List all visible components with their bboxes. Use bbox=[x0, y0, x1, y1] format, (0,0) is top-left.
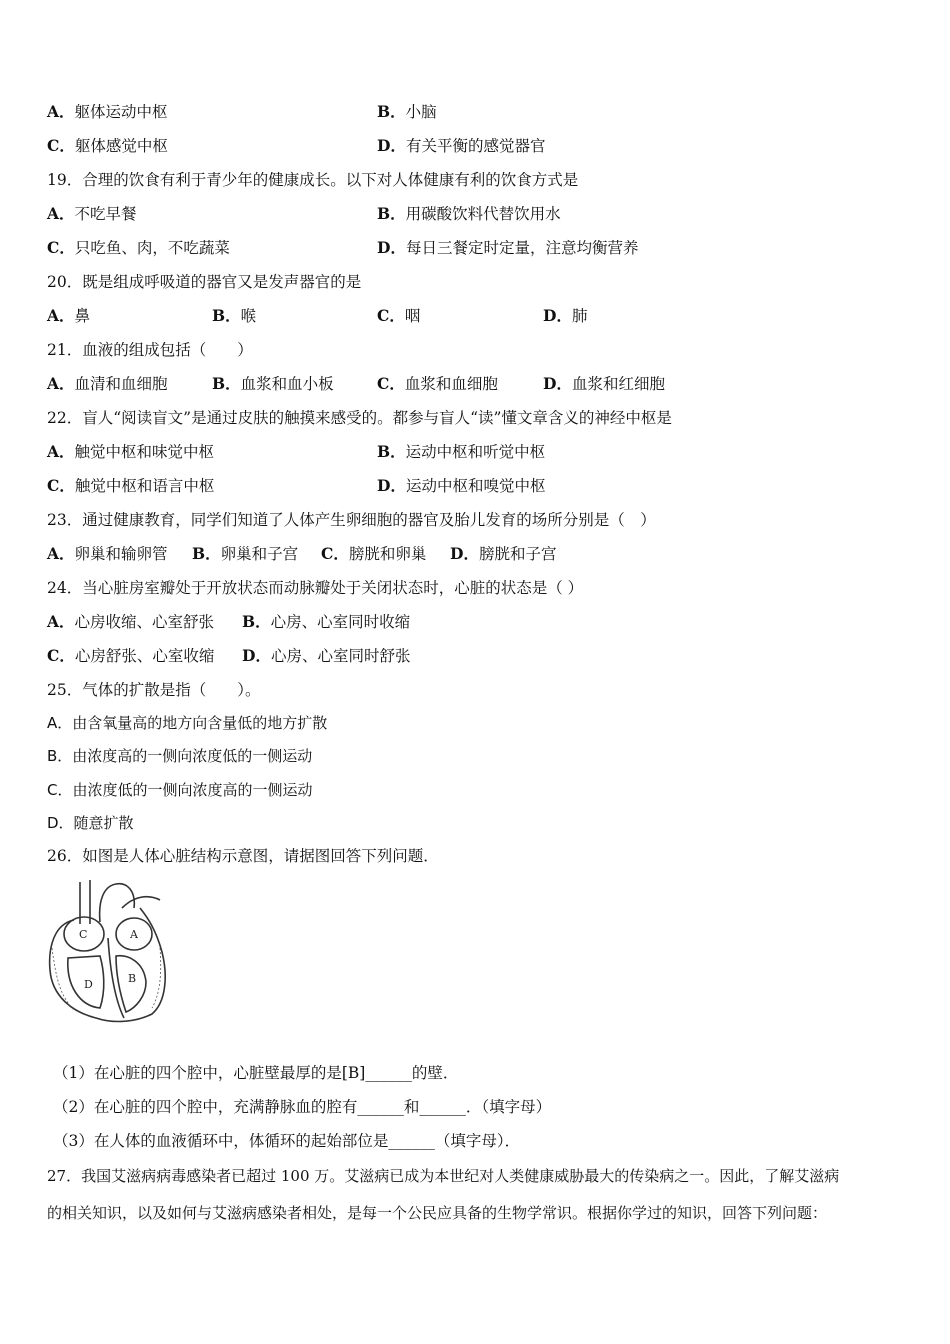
option-text: 喉 bbox=[240, 307, 257, 325]
q18-option-c bbox=[47, 136, 168, 156]
option-text: 有关平衡的感觉器官 bbox=[405, 137, 546, 155]
q25-option-a: A．由含氧量高的地方向含量低的地方扩散 bbox=[47, 714, 328, 732]
option-text: 触觉中枢和语言中枢 bbox=[74, 477, 215, 495]
q24-option-d bbox=[242, 646, 410, 666]
option-label: D． bbox=[377, 476, 406, 495]
option-text: 触觉中枢和味觉中枢 bbox=[74, 443, 215, 461]
option-text: 血浆和血细胞 bbox=[404, 375, 498, 393]
label-a: A bbox=[130, 928, 138, 941]
option-label: A． bbox=[47, 306, 75, 325]
q21-option-b bbox=[212, 374, 334, 394]
option-label: C． bbox=[47, 646, 75, 665]
q21-option-d bbox=[543, 374, 665, 394]
q19-stem: 19．合理的饮食有利于青少年的健康成长。以下对人体健康有利的饮食方式是 bbox=[47, 171, 579, 189]
q19-option-d bbox=[377, 238, 638, 258]
q22-stem: 22．盲人“阅读盲文”是通过皮肤的触摸来感受的。都参与盲人“读”懂文章含义的神经中枢是 bbox=[47, 409, 672, 427]
option-label: A． bbox=[47, 442, 75, 461]
q26-stem: 26．如图是人体心脏结构示意图，请据图回答下列问题． bbox=[47, 847, 439, 865]
option-label: D． bbox=[543, 374, 572, 393]
q27-line2: 的相关知识，以及如何与艾滋病感染者相处，是每一个公民应具备的生物学常识。根据你学过的知识，回答下列问题： bbox=[47, 1204, 828, 1222]
q25-stem: 25．气体的扩散是指（ ）。 bbox=[47, 681, 261, 699]
q25-option-b: B．由浓度高的一侧向浓度低的一侧运动 bbox=[47, 747, 313, 765]
septum bbox=[108, 938, 124, 1018]
option-text: 血浆和红细胞 bbox=[571, 375, 665, 393]
q22-option-b bbox=[377, 442, 545, 462]
option-label: D． bbox=[377, 238, 406, 257]
option-label: A． bbox=[47, 612, 75, 631]
option-label: B． bbox=[377, 102, 406, 121]
option-text: 只吃鱼、肉，不吃蔬菜 bbox=[74, 239, 230, 257]
q21-option-c bbox=[377, 374, 498, 394]
q18-option-a bbox=[47, 102, 168, 122]
option-text: 运动中枢和嗅觉中枢 bbox=[405, 477, 546, 495]
q25-option-c: C．由浓度低的一侧向浓度高的一侧运动 bbox=[47, 781, 313, 799]
q23-option-b bbox=[192, 544, 298, 564]
q20-option-c bbox=[377, 306, 420, 326]
heart-diagram bbox=[44, 878, 170, 1028]
q24-option-a bbox=[47, 612, 214, 632]
option-label: A． bbox=[47, 102, 75, 121]
option-text: 心房舒张、心室收缩 bbox=[74, 647, 215, 665]
option-label: C． bbox=[47, 136, 75, 155]
option-text: 卵巢和输卵管 bbox=[74, 545, 168, 563]
q22-option-a bbox=[47, 442, 214, 462]
q18-option-b bbox=[377, 102, 437, 122]
q23-stem: 23．通过健康教育，同学们知道了人体产生卵细胞的器官及胎儿发育的场所分别是（ ） bbox=[47, 511, 656, 529]
option-label: D． bbox=[543, 306, 572, 325]
q22-option-c bbox=[47, 476, 214, 496]
option-label: D． bbox=[377, 136, 406, 155]
q19-option-c bbox=[47, 238, 230, 258]
option-label: C． bbox=[377, 306, 405, 325]
q18-option-d bbox=[377, 136, 545, 156]
option-label: A． bbox=[47, 544, 75, 563]
option-text: 膀胱和卵巢 bbox=[348, 545, 427, 563]
option-text: 鼻 bbox=[74, 307, 91, 325]
option-label: C． bbox=[377, 374, 405, 393]
option-label: D． bbox=[450, 544, 479, 563]
option-label: B． bbox=[242, 612, 271, 631]
option-text: 血清和血细胞 bbox=[74, 375, 168, 393]
q26-sub3: （3）在人体的血液循环中，体循环的起始部位是______（填字母）． bbox=[53, 1132, 521, 1150]
q20-stem: 20．既是组成呼吸道的器官又是发声器官的是 bbox=[47, 273, 362, 291]
q20-option-a bbox=[47, 306, 90, 326]
label-c: C bbox=[79, 928, 88, 941]
q21-option-a bbox=[47, 374, 168, 394]
q19-option-a bbox=[47, 204, 137, 224]
q20-option-d bbox=[543, 306, 587, 326]
q24-option-b bbox=[242, 612, 410, 632]
q23-option-c bbox=[321, 544, 426, 564]
option-label: D． bbox=[242, 646, 271, 665]
q27-line1: 27．我国艾滋病病毒感染者已超过 100 万。艾滋病已成为本世纪对人类健康威胁最大的传染病之一。因此，了解艾滋病 bbox=[47, 1167, 840, 1185]
q19-option-b bbox=[377, 204, 561, 224]
option-text: 膀胱和子宫 bbox=[478, 545, 557, 563]
option-label: C． bbox=[321, 544, 349, 563]
option-text: 心房、心室同时舒张 bbox=[270, 647, 411, 665]
option-text: 血浆和血小板 bbox=[240, 375, 334, 393]
option-text: 肺 bbox=[571, 307, 588, 325]
option-text: 用碳酸饮料代替饮用水 bbox=[405, 205, 561, 223]
option-text: 躯体感觉中枢 bbox=[74, 137, 168, 155]
q22-option-d bbox=[377, 476, 545, 496]
option-label: B． bbox=[377, 204, 406, 223]
q21-stem: 21．血液的组成包括（ ） bbox=[47, 341, 253, 359]
q20-option-b bbox=[212, 306, 256, 326]
option-text: 每日三餐定时定量，注意均衡营养 bbox=[405, 239, 639, 257]
q26-sub1: （1）在心脏的四个腔中，心脏壁最厚的是[B]______的壁． bbox=[53, 1064, 459, 1082]
option-label: B． bbox=[192, 544, 221, 563]
option-label: C． bbox=[47, 476, 75, 495]
label-b: B bbox=[128, 972, 137, 985]
option-text: 躯体运动中枢 bbox=[74, 103, 168, 121]
q23-option-a bbox=[47, 544, 168, 564]
pulmonary-artery bbox=[122, 897, 160, 908]
option-text: 咽 bbox=[404, 307, 421, 325]
option-text: 心房收缩、心室舒张 bbox=[74, 613, 215, 631]
q23-option-d bbox=[450, 544, 556, 564]
q26-sub2: （2）在心脏的四个腔中，充满静脉血的腔有______和______．（填字母） bbox=[53, 1098, 552, 1116]
option-text: 心房、心室同时收缩 bbox=[270, 613, 411, 631]
option-label: A． bbox=[47, 204, 75, 223]
option-text: 运动中枢和听觉中枢 bbox=[405, 443, 546, 461]
q24-option-c bbox=[47, 646, 214, 666]
q24-stem: 24．当心脏房室瓣处于开放状态而动脉瓣处于关闭状态时，心脏的状态是（ ） bbox=[47, 579, 584, 597]
label-d: D bbox=[84, 978, 93, 991]
option-label: B． bbox=[377, 442, 406, 461]
option-text: 小脑 bbox=[405, 103, 437, 121]
option-label: B． bbox=[212, 374, 241, 393]
option-text: 卵巢和子宫 bbox=[220, 545, 299, 563]
option-label: B． bbox=[212, 306, 241, 325]
option-text: 不吃早餐 bbox=[74, 205, 137, 223]
q25-option-d: D．随意扩散 bbox=[47, 814, 134, 832]
option-label: A． bbox=[47, 374, 75, 393]
option-label: C． bbox=[47, 238, 75, 257]
